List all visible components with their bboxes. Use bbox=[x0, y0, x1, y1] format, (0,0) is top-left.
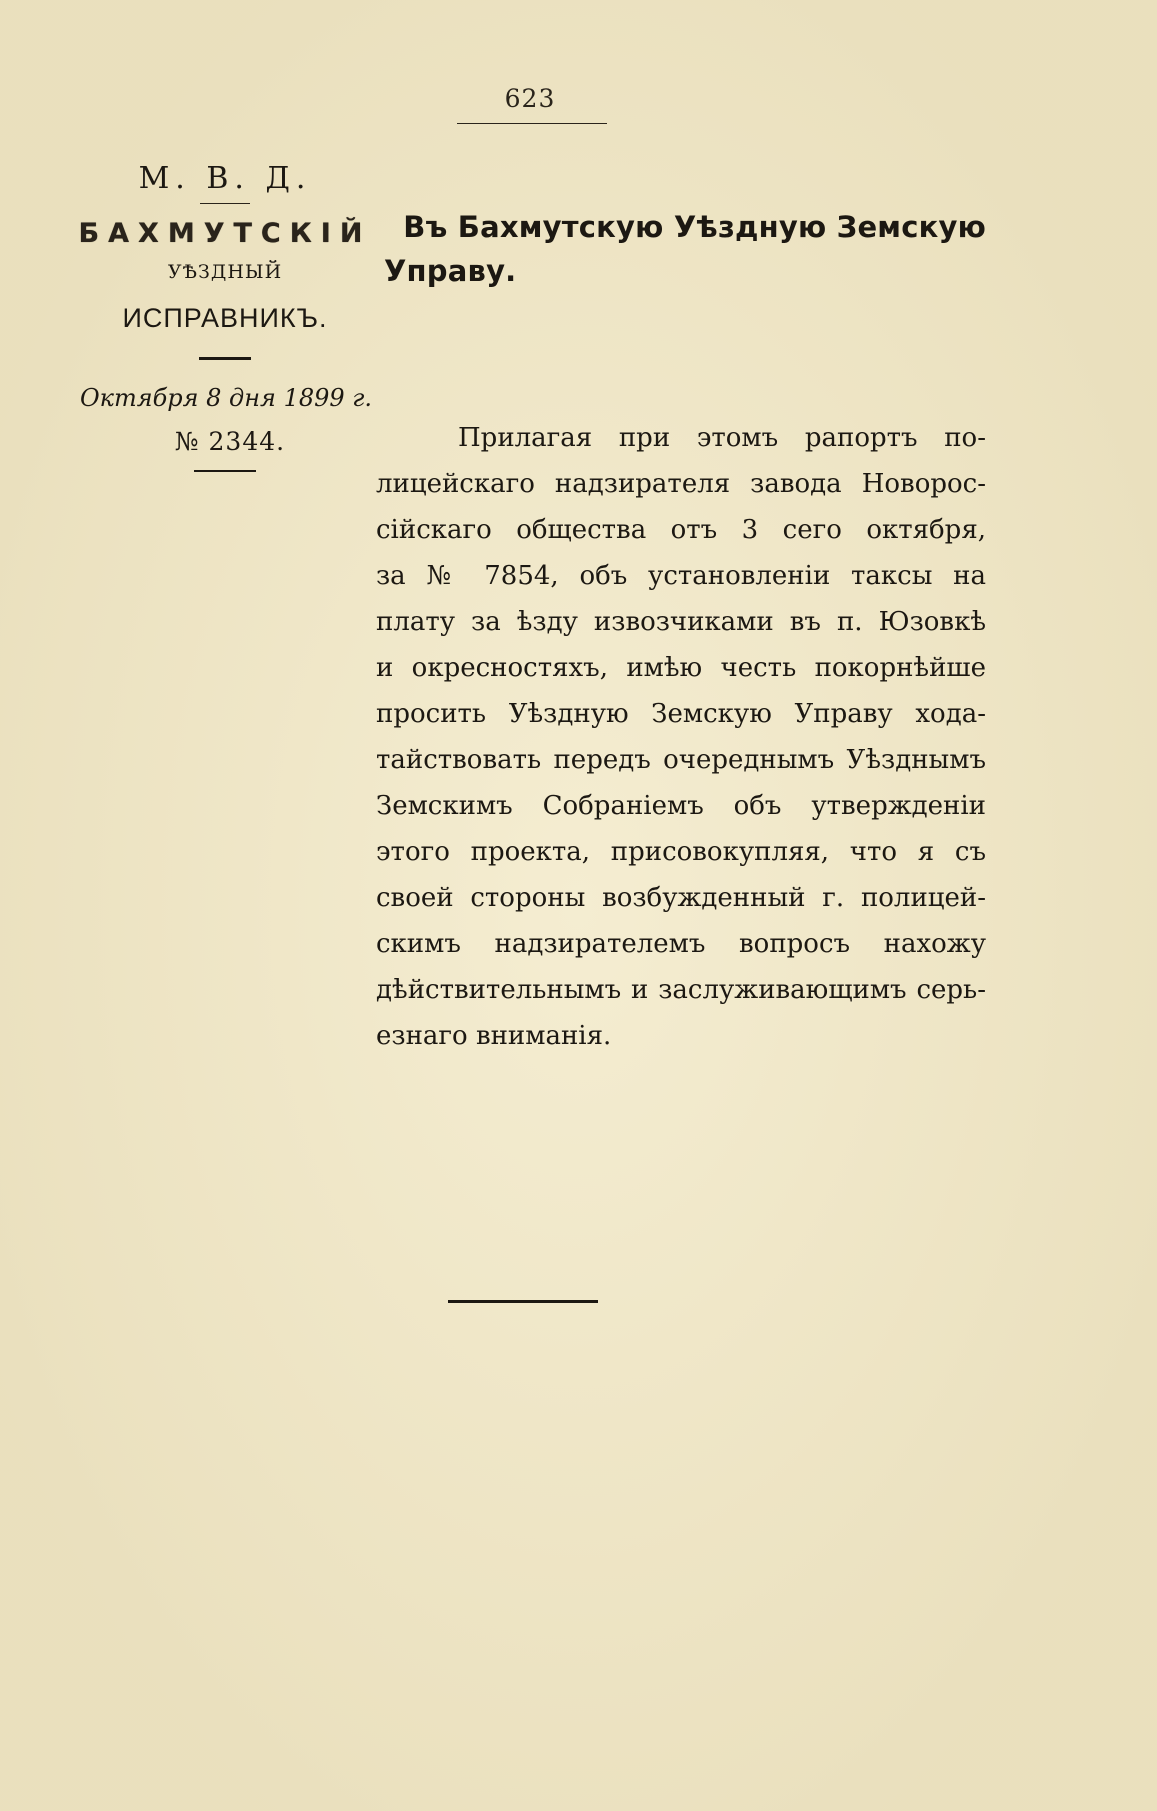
addressee-line-2: Управу. bbox=[384, 254, 517, 288]
addressee bbox=[384, 205, 996, 293]
page-number-rule bbox=[457, 123, 607, 124]
addressee-line-1: Въ Бахмутскую Уѣздную Земскую bbox=[403, 210, 986, 244]
body-line: езнаго вниманія. bbox=[376, 1021, 612, 1051]
document-number: № 2344. bbox=[174, 427, 286, 456]
title-divider bbox=[199, 357, 251, 360]
body-line: Земскимъ Собраніемъ объ утвержденіи bbox=[376, 791, 986, 821]
uezd-label: УѢЗДНЫЙ bbox=[167, 261, 283, 283]
body-line: своей стороны возбужденный г. полицей- bbox=[376, 883, 986, 913]
district-name: БАХМУТСКІЙ bbox=[78, 218, 372, 249]
sender-block bbox=[60, 155, 390, 472]
body-line: сійскаго общества отъ 3 сего октября, bbox=[376, 515, 986, 545]
document-date: Октября 8 дня 1899 г. bbox=[79, 384, 373, 412]
body-line: скимъ надзирателемъ вопросъ нахожу bbox=[376, 929, 986, 959]
body-line: тайствовать передъ очереднымъ Уѣзднымъ bbox=[376, 745, 986, 775]
body-line: плату за ѣзду извозчиками въ п. Юзовкѣ bbox=[376, 607, 986, 637]
letter-body bbox=[376, 415, 986, 1059]
body-line: просить Уѣздную Земскую Управу хода- bbox=[376, 699, 986, 729]
body-line: и окресностяхъ, имѣю честь покорнѣйше bbox=[376, 653, 986, 683]
body-line: лицейскаго надзирателя завода Новорос- bbox=[376, 469, 986, 499]
page-number: 623 bbox=[504, 84, 556, 113]
closing-rule bbox=[448, 1300, 598, 1303]
body-line: дѣйствительнымъ и заслуживающимъ серь- bbox=[376, 975, 986, 1005]
bleed-through-texture bbox=[1, 1, 2, 2]
short-divider bbox=[200, 203, 250, 204]
ministry-abbreviation: М. В. Д. bbox=[138, 161, 312, 196]
body-line: Прилагая при этомъ рапортъ по- bbox=[458, 423, 986, 453]
number-divider bbox=[194, 470, 256, 472]
body-line: этого проекта, присовокупляя, что я съ bbox=[376, 837, 986, 867]
body-line: за № 7854, объ установленіи таксы на bbox=[376, 561, 986, 591]
official-title: ИСПРАВНИКЪ. bbox=[122, 303, 328, 333]
